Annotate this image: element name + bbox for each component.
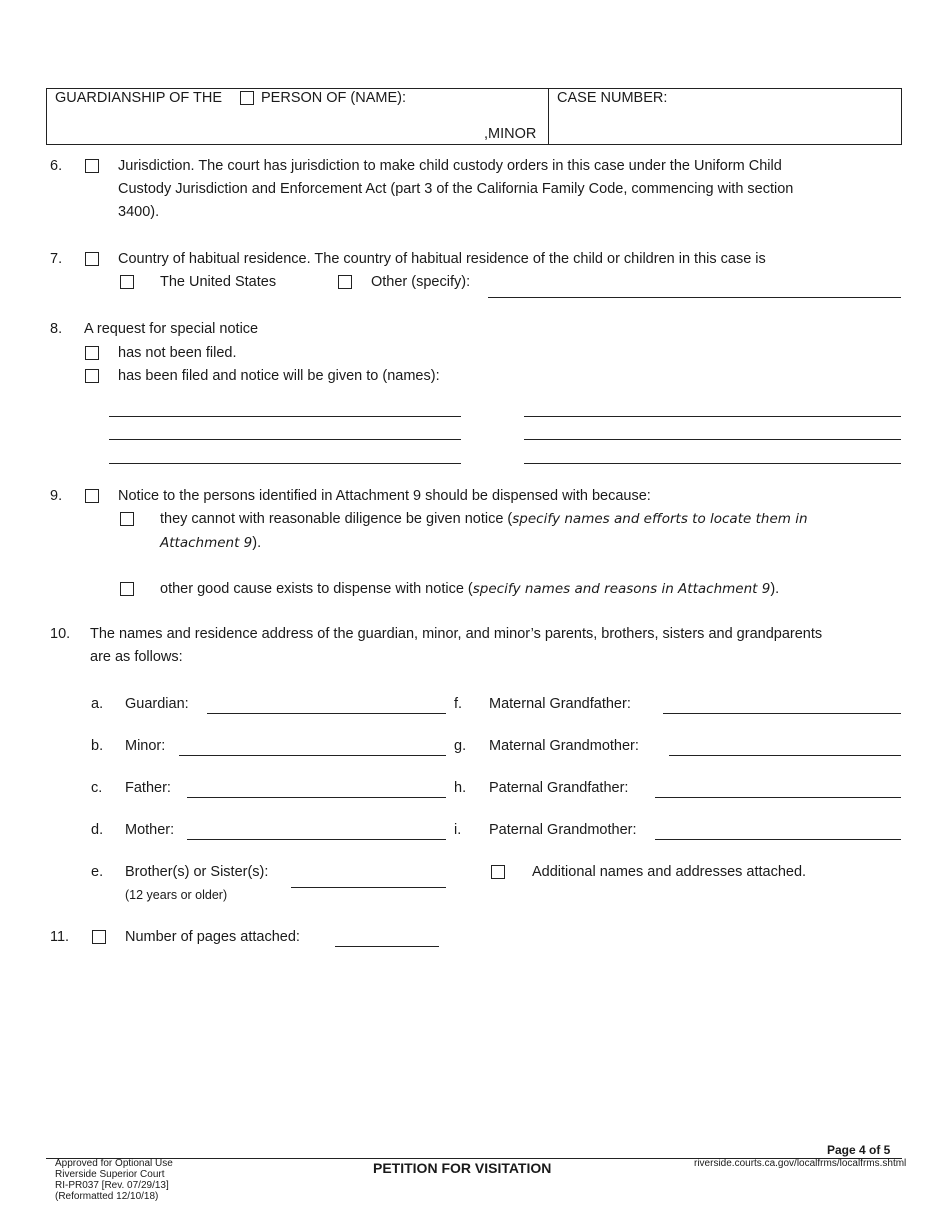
notice-name-field[interactable] [109,416,461,417]
siblings-label: Brother(s) or Sister(s): [125,864,269,880]
maternal-grandfather-label: Maternal Grandfather: [489,696,631,712]
maternal-grandfather-field[interactable] [663,713,901,714]
good-cause-text: other good cause exists to dispense with notice (specify names and reasons in Attachment 9). [160,581,780,597]
item-10-number: 10. [50,626,71,642]
item-6-number: 6. [50,158,63,174]
item-6-line-3: 3400). [118,204,160,220]
page-number: Page 4 of 5 [827,1143,891,1157]
item-9-text: Notice to the persons identified in Attachment 9 should be dispensed with because: [118,488,651,504]
maternal-grandmother-field[interactable] [669,755,901,756]
not-filed-checkbox[interactable] [85,346,99,360]
father-letter: c. [91,780,103,796]
caption-divider [548,88,549,145]
united-states-label: The United States [160,274,277,290]
siblings-field[interactable] [291,887,446,888]
item-7-number: 7. [50,251,63,267]
person-of-checkbox[interactable] [240,91,254,105]
guardian-field[interactable] [207,713,446,714]
siblings-age-note: (12 years or older) [125,888,228,902]
notice-name-field[interactable] [524,439,901,440]
other-country-field[interactable] [488,297,901,298]
pages-attached-label: Number of pages attached: [125,929,300,945]
reformatted-date: (Reformatted 12/10/18) [55,1191,159,1202]
item-6-line-2: Custody Jurisdiction and Enforcement Act (part 3 of the California Family Code, commencing with section [118,181,794,197]
guardian-letter: a. [91,696,104,712]
item-6-checkbox[interactable] [85,159,99,173]
notice-name-field[interactable] [109,439,461,440]
item-6-line-1: Jurisdiction. The court has jurisdiction to make child custody orders in this case under the Uniform Child [118,158,782,174]
minor-label: ,MINOR [484,126,537,142]
court-url: riverside.courts.ca.gov/localfrms/localfrms.shtml [694,1158,907,1169]
paternal-grandfather-field[interactable] [655,797,901,798]
father-label: Father: [125,780,171,796]
item-10-line-1: The names and residence address of the guardian, minor, and minor’s parents, brothers, sisters and grandparents [90,626,823,642]
mother-letter: d. [91,822,104,838]
guardianship-label: GUARDIANSHIP OF THE [55,90,223,106]
item-11-checkbox[interactable] [92,930,106,944]
maternal-grandmother-letter: g. [454,738,467,754]
filed-label: has been filed and notice will be given to (names): [118,368,440,384]
person-of-name-label: PERSON OF (NAME): [261,90,407,106]
additional-names-label: Additional names and addresses attached. [532,864,807,880]
approved-for-optional-use: Approved for Optional Use [55,1158,173,1169]
diligence-text-continued: Attachment 9). [160,535,262,551]
siblings-letter: e. [91,864,104,880]
item-9-checkbox[interactable] [85,489,99,503]
other-country-checkbox[interactable] [338,275,352,289]
item-9-number: 9. [50,488,63,504]
pages-attached-field[interactable] [335,946,439,947]
paternal-grandfather-label: Paternal Grandfather: [489,780,629,796]
guardian-label: Guardian: [125,696,189,712]
paternal-grandfather-letter: h. [454,780,467,796]
diligence-checkbox[interactable] [120,512,134,526]
item-11-number: 11. [50,929,70,945]
item-7-text: Country of habitual residence. The country of habitual residence of the child or children in this case is [118,251,766,267]
notice-name-field[interactable] [109,463,461,464]
united-states-checkbox[interactable] [120,275,134,289]
form-title: PETITION FOR VISITATION [373,1160,552,1176]
case-number-label: CASE NUMBER: [557,90,668,106]
item-8-number: 8. [50,321,63,337]
item-10-line-2: are as follows: [90,649,183,665]
form-id: RI-PR037 [Rev. 07/29/13] [55,1180,169,1191]
minor-name-label: Minor: [125,738,166,754]
paternal-grandmother-label: Paternal Grandmother: [489,822,637,838]
good-cause-checkbox[interactable] [120,582,134,596]
item-7-checkbox[interactable] [85,252,99,266]
notice-name-field[interactable] [524,416,901,417]
riverside-superior-court: Riverside Superior Court [55,1169,165,1180]
minor-field[interactable] [179,755,446,756]
item-8-text: A request for special notice [84,321,259,337]
filed-checkbox[interactable] [85,369,99,383]
diligence-text: they cannot with reasonable diligence be given notice (specify names and efforts to locate them in [160,511,808,527]
additional-names-checkbox[interactable] [491,865,505,879]
notice-name-field[interactable] [524,463,901,464]
mother-label: Mother: [125,822,175,838]
father-field[interactable] [187,797,446,798]
maternal-grandmother-label: Maternal Grandmother: [489,738,639,754]
minor-letter: b. [91,738,104,754]
maternal-grandfather-letter: f. [454,696,463,712]
mother-field[interactable] [187,839,446,840]
not-filed-label: has not been filed. [118,345,237,361]
other-country-label: Other (specify): [371,274,471,290]
paternal-grandmother-letter: i. [454,822,462,838]
paternal-grandmother-field[interactable] [655,839,901,840]
